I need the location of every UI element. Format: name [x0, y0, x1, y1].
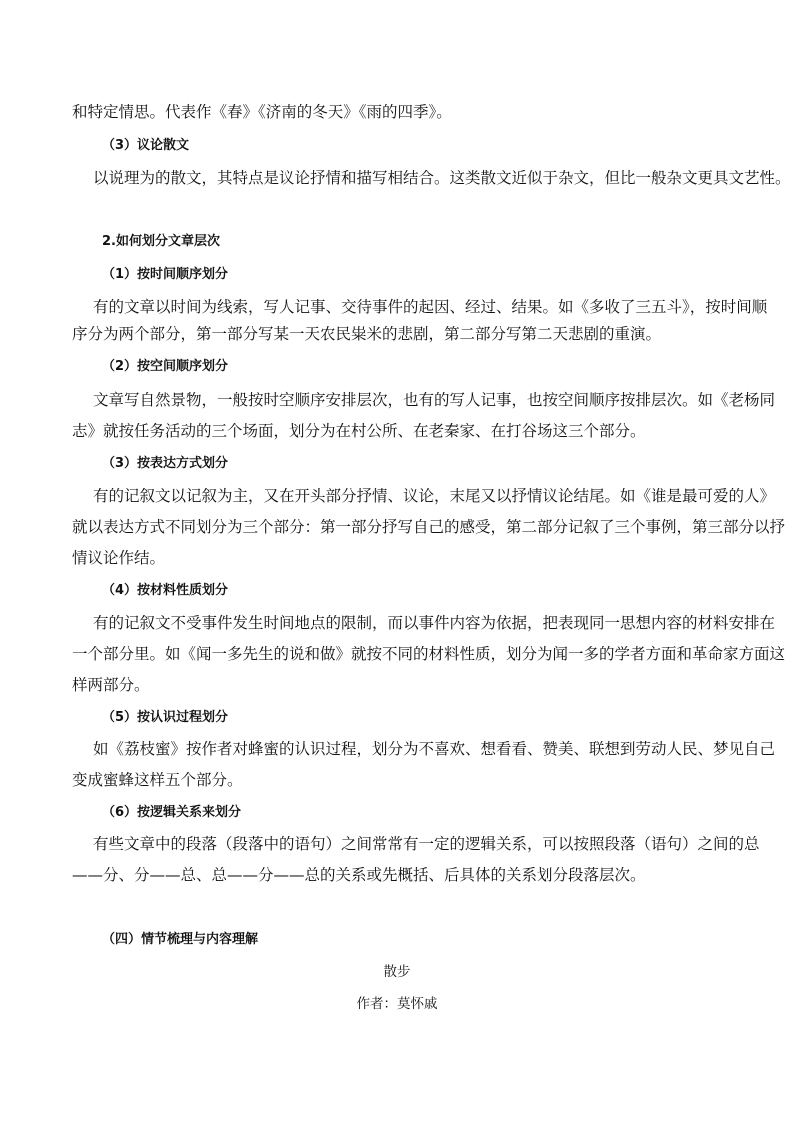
item-6-text-line: ——分、分——总、总——分——总的关系或先概括、后具体的关系划分段落层次。 [72, 866, 646, 884]
item-4-text-line: 有的记叙文不受事件发生时间地点的限制，而以事件内容为依据，把表现同一思想内容的材料安排在 [93, 614, 776, 632]
item-4-text-line: 一个部分里。如《闻一多先生的说和做》就按不同的材料性质，划分为闻一多的学者方面和革命家方面这 [72, 645, 786, 663]
item-2-text-line: 文章写自然景物，一般按时空顺序安排层次，也有的写人记事，也按空间顺序按排层次。如《老杨同 [93, 391, 776, 409]
item-1-text-line: 有的文章以时间为线索，写人记事、交待事件的起因、经过、结果。如《多收了三五斗》，按时间顺 [93, 298, 768, 316]
item-5-title: （5）按认识过程划分 [102, 710, 229, 725]
item-1-text-line: 序分为两个部分，第一部分写某一天农民粜米的悲剧，第二部分写第二天悲剧的重演。 [72, 325, 662, 343]
item-3-text-line: 有的记叙文以记叙为主，又在开头部分抒情、议论，末尾又以抒情议论结尾。如《谁是最可爱的人》 [93, 487, 776, 505]
item-3-text-line: 情议论作结。 [72, 549, 166, 567]
section-2-title: 2.如何划分文章层次 [102, 234, 220, 249]
item-4-text-line: 样两部分。 [72, 676, 150, 694]
item-5-text-line: 如《荔枝蜜》按作者对蜂蜜的认识过程，划分为不喜欢、想看看、赞美、联想到劳动人民、梦见自己 [93, 740, 776, 758]
article-title: 散步 [383, 964, 411, 980]
item-2-text-line: 志》就按任务活动的三个场面，划分为在村公所、在老秦家、在打谷场这三个部分。 [72, 422, 646, 440]
item-4-title: （4）按材料性质划分 [102, 583, 229, 598]
essay-type-3-text: 以说理为的散文，其特点是议论抒情和描写相结合。这类散文近似于杂文，但比一般杂文更具文艺性。 [93, 169, 791, 187]
item-3-title: （3）按表达方式划分 [102, 456, 229, 471]
item-3-text-line: 就以表达方式不同划分为三个部分：第一部分抒写自己的感受，第二部分记叙了三个事例，第三部分以抒 [72, 518, 786, 536]
intro-text-line: 和特定情思。代表作《春》《济南的冬天》《雨的四季》。 [72, 103, 452, 121]
item-2-title: （2）按空间顺序划分 [102, 359, 229, 374]
item-6-title: （6）按逻辑关系来划分 [102, 805, 242, 820]
item-1-title: （1）按时间顺序划分 [102, 267, 229, 282]
essay-type-3-title: （3）议论散文 [102, 138, 190, 153]
item-6-text-line: 有些文章中的段落（段落中的语句）之间常常有一定的逻辑关系，可以按照段落（语句）之间的总 [93, 835, 760, 853]
article-author: 作者：莫怀戚 [356, 996, 438, 1012]
section-4-title: （四）情节梳理与内容理解 [102, 932, 259, 947]
item-5-text-line: 变成蜜蜂这样五个部分。 [72, 771, 243, 789]
